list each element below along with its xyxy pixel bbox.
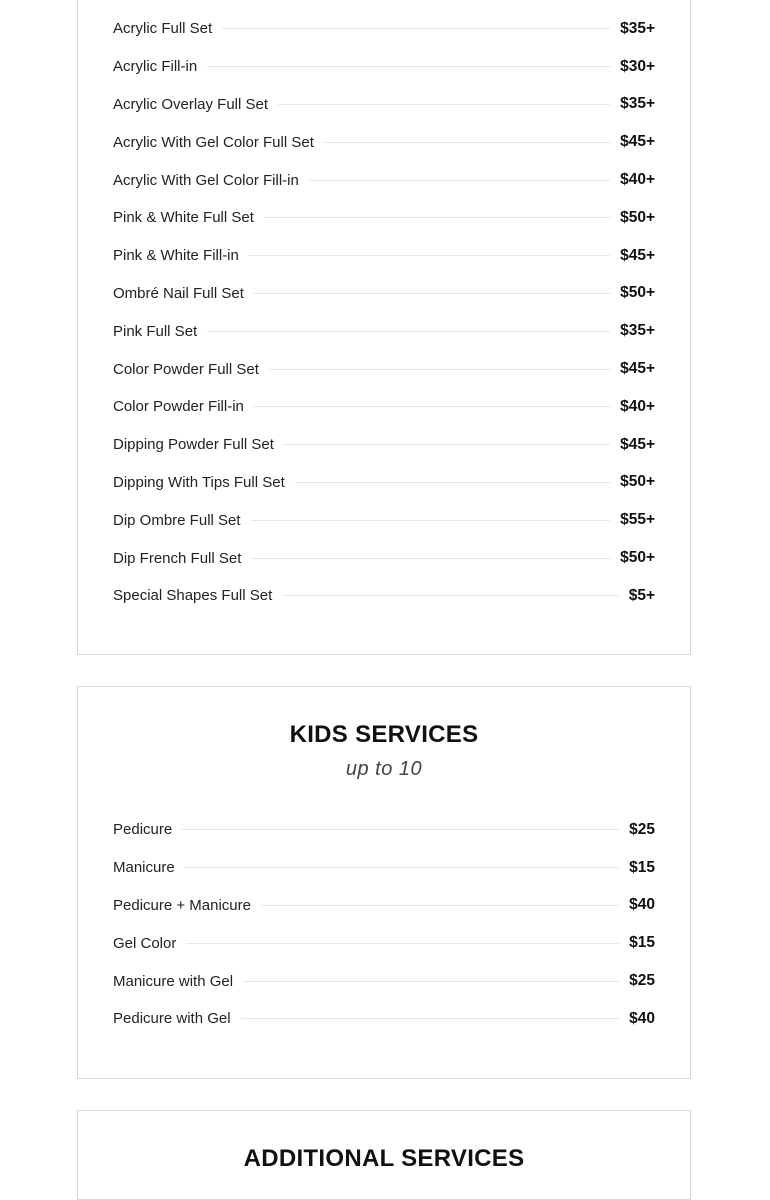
service-name: Dipping With Tips Full Set	[113, 473, 285, 491]
leader-line	[269, 369, 610, 370]
service-name: Color Powder Fill-in	[113, 398, 244, 416]
leader-line	[324, 142, 610, 143]
service-row	[113, 237, 655, 275]
additional-services-card	[77, 1110, 691, 1200]
service-row	[113, 275, 655, 313]
leader-line	[295, 482, 610, 483]
service-row	[113, 924, 655, 962]
leader-line	[222, 28, 610, 29]
service-name: Acrylic Full Set	[113, 20, 213, 38]
service-name: Pink & White Full Set	[113, 209, 254, 227]
service-row	[113, 577, 655, 615]
service-row	[113, 1000, 655, 1038]
leader-line	[182, 829, 619, 830]
service-name: Acrylic Overlay Full Set	[113, 95, 269, 113]
service-name: Ombré Nail Full Set	[113, 284, 244, 302]
service-price: $5+	[628, 586, 655, 604]
service-price: $50+	[620, 208, 655, 226]
service-name: Pink Full Set	[113, 322, 198, 340]
service-price: $45+	[620, 133, 655, 151]
additional-services-title: ADDITIONAL SERVICES	[243, 1145, 525, 1172]
service-row	[113, 199, 655, 237]
service-row	[113, 962, 655, 1000]
service-price: $45+	[620, 435, 655, 453]
leader-line	[254, 293, 610, 294]
service-name: Pedicure	[113, 821, 173, 839]
leader-line	[251, 558, 610, 559]
service-price: $55+	[620, 511, 655, 529]
kids-services-subtitle: up to 10	[345, 758, 423, 780]
service-price: $40+	[620, 397, 655, 415]
service-row	[113, 849, 655, 887]
service-price: $25	[629, 820, 655, 838]
service-price: $35+	[620, 95, 655, 113]
service-name: Gel Color	[113, 934, 177, 952]
service-name: Special Shapes Full Set	[113, 587, 273, 605]
service-name: Acrylic With Gel Color Fill-in	[113, 171, 299, 189]
kids-services-title: KIDS SERVICES	[289, 721, 479, 748]
service-price: $45+	[620, 360, 655, 378]
service-row	[113, 86, 655, 124]
service-name: Manicure	[113, 859, 175, 877]
nail-services-card	[77, 0, 691, 655]
leader-line	[254, 406, 610, 407]
leader-line	[241, 1018, 620, 1019]
leader-line	[264, 217, 610, 218]
service-price: $35+	[620, 322, 655, 340]
service-price: $45+	[620, 246, 655, 264]
leader-line	[278, 104, 610, 105]
leader-line	[185, 867, 619, 868]
service-name: Acrylic With Gel Color Full Set	[113, 133, 314, 151]
service-price: $30+	[620, 57, 655, 75]
kids-services-card	[77, 686, 691, 1079]
service-row	[113, 350, 655, 388]
service-name: Acrylic Fill-in	[113, 58, 198, 76]
service-row	[113, 123, 655, 161]
service-row	[113, 161, 655, 199]
service-price: $50+	[620, 284, 655, 302]
service-name: Dipping Powder Full Set	[113, 436, 274, 454]
service-row	[113, 811, 655, 849]
service-name: Pedicure with Gel	[113, 1010, 231, 1028]
nail-services-list	[113, 10, 655, 615]
leader-line	[207, 66, 610, 67]
leader-line	[243, 981, 619, 982]
service-name: Pink & White Fill-in	[113, 247, 239, 265]
service-price: $40	[629, 896, 655, 914]
service-price: $40+	[620, 171, 655, 189]
leader-line	[284, 444, 610, 445]
service-row	[113, 887, 655, 925]
service-row	[113, 312, 655, 350]
service-row	[113, 539, 655, 577]
service-price: $40	[629, 1009, 655, 1027]
leader-line	[261, 905, 619, 906]
kids-services-list	[113, 811, 655, 1038]
service-price: $50+	[620, 549, 655, 567]
service-row	[113, 426, 655, 464]
service-price: $25	[629, 972, 655, 990]
service-row	[113, 388, 655, 426]
service-name: Manicure with Gel	[113, 972, 234, 990]
leader-line	[207, 331, 610, 332]
service-name: Color Powder Full Set	[113, 360, 259, 378]
service-row	[113, 501, 655, 539]
service-row	[113, 48, 655, 86]
service-name: Pedicure + Manicure	[113, 896, 251, 914]
leader-line	[251, 520, 611, 521]
service-price: $15	[629, 858, 655, 876]
service-row	[113, 464, 655, 502]
leader-line	[282, 595, 618, 596]
leader-line	[186, 943, 619, 944]
service-price: $15	[629, 934, 655, 952]
leader-line	[309, 180, 610, 181]
leader-line	[249, 255, 610, 256]
service-price: $50+	[620, 473, 655, 491]
service-row	[113, 10, 655, 48]
service-name: Dip Ombre Full Set	[113, 511, 241, 529]
service-name: Dip French Full Set	[113, 549, 242, 567]
service-price: $35+	[620, 19, 655, 37]
